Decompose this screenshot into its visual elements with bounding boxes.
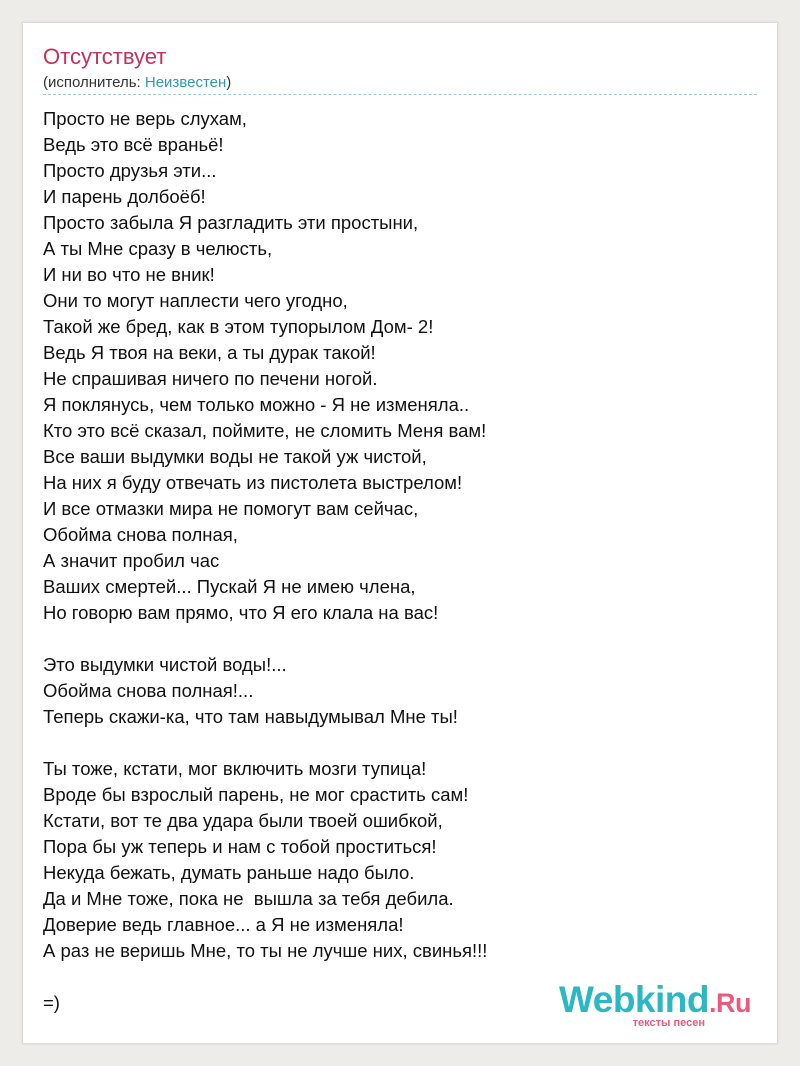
lyric-line: И все отмазки мира не помогут вам сейчас, — [43, 498, 419, 519]
lyric-line: Просто забыла Я разгладить эти простыни, — [43, 212, 419, 233]
lyric-line: Они то могут наплести чего угодно, — [43, 290, 348, 311]
lyric-line: Просто не верь слухам, — [43, 108, 247, 129]
lyric-line — [43, 730, 757, 756]
webkind-logo[interactable] — [559, 980, 751, 1029]
lyric-line: А раз не веришь Мне, то ты не лучше них, свинья!!! — [43, 940, 488, 961]
lyric-line: Обойма снова полная!... — [43, 680, 254, 701]
lyric-line: Ведь это всё враньё! — [43, 134, 224, 155]
lyric-line: Ты тоже, кстати, мог включить мозги тупица! — [43, 758, 427, 779]
lyric-line: А ты Мне сразу в челюсть, — [43, 238, 273, 259]
title-divider — [43, 94, 757, 95]
lyric-line: Да и Мне тоже, пока не вышла за тебя дебила. — [43, 888, 454, 909]
artist-link[interactable]: Неизвестен — [144, 74, 227, 91]
lyric-line: Просто друзья эти... — [43, 160, 217, 181]
lyric-line: Я поклянусь, чем только можно - Я не изменяла.. — [43, 394, 470, 415]
lyric-line: Пора бы уж теперь и нам с тобой проститься! — [43, 836, 437, 857]
lyric-line: На них я буду отвечать из пистолета выстрелом! — [43, 472, 463, 493]
lyric-line: Это выдумки чистой воды!... — [43, 654, 287, 675]
lyric-line: Не спрашивая ничего по печени ногой. — [43, 368, 378, 389]
lyric-line: =) — [43, 992, 60, 1013]
lyric-line: Обойма снова полная, — [43, 524, 238, 545]
artist-suffix: ) — [226, 74, 232, 91]
lyric-line: Кто это всё сказал, поймите, не сломить Меня вам! — [43, 420, 487, 441]
lyrics-text — [43, 106, 757, 1016]
lyrics-card — [22, 22, 778, 1044]
lyric-line: Такой же бред, как в этом тупорылом Дом- 2! — [43, 316, 434, 337]
lyric-line: Все ваши выдумки воды не такой уж чистой, — [43, 446, 427, 467]
lyric-line: Некуда бежать, думать раньше надо было. — [43, 862, 415, 883]
lyric-line: Ваших смертей... Пускай Я не имею члена, — [43, 576, 416, 597]
logo-brand: Webkind — [559, 979, 709, 1020]
artist-prefix: (исполнитель: — [43, 74, 145, 91]
lyric-line: Ведь Я твоя на веки, а ты дурак такой! — [43, 342, 376, 363]
lyric-line: Но говорю вам прямо, что Я его клала на вас! — [43, 602, 439, 623]
lyric-line: И ни во что не вник! — [43, 264, 215, 285]
song-title: Отсутствует — [43, 44, 167, 69]
lyric-line: И парень долбоёб! — [43, 186, 206, 207]
lyric-line: Доверие ведь главное... а Я не изменяла! — [43, 914, 404, 935]
lyric-line — [43, 626, 757, 652]
lyric-line: Кстати, вот те два удара были твоей ошибкой, — [43, 810, 443, 831]
lyric-line: Теперь скажи-ка, что там навыдумывал Мне ты! — [43, 706, 458, 727]
lyric-line: Вроде бы взрослый парень, не мог срастить сам! — [43, 784, 469, 805]
artist-line — [43, 74, 231, 92]
logo-tld: .Ru — [709, 988, 751, 1018]
logo-tagline: тексты песен — [632, 1017, 705, 1029]
lyric-line: А значит пробил час — [43, 550, 220, 571]
